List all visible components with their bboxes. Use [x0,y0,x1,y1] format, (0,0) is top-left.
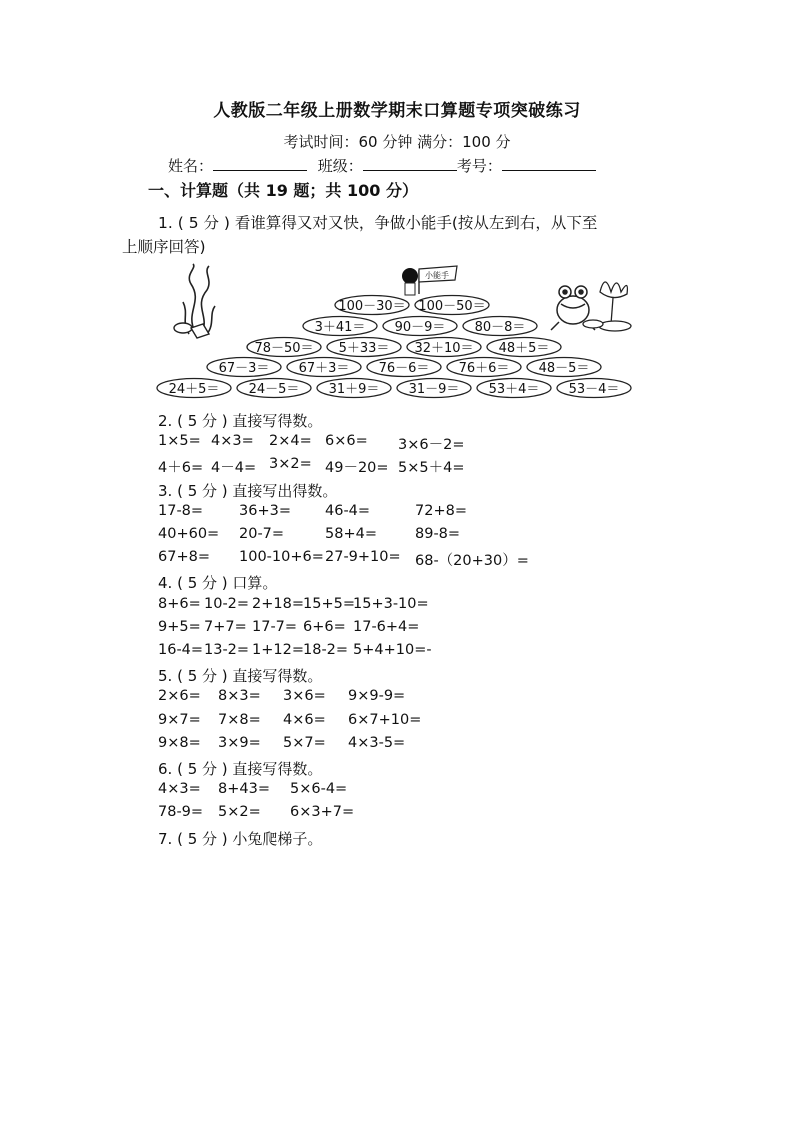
arithmetic-problem: 15+5= [303,595,355,612]
name-label: 姓名： [168,157,214,175]
arithmetic-problem: 1+12= [252,642,304,658]
arithmetic-problem: 6+6= [303,618,346,635]
section-title: 一、计算题（共 19 题；共 100 分） [148,181,418,200]
question-4-heading: 4. ( 5 分 ) 口算。 [158,574,278,593]
question-2-heading: 2. ( 5 分 ) 直接写得数。 [158,412,323,430]
arithmetic-problem: 3×6－2= [398,437,465,454]
number-blank[interactable] [502,156,596,171]
arithmetic-problem: 58+4= [325,526,377,542]
arithmetic-problem: 7+7= [204,618,247,635]
lily-pad-expression: 24＋5＝ [168,382,220,397]
arithmetic-problem: 4×3= [158,781,201,798]
shell-icon [174,323,209,338]
arithmetic-problem: 17-7= [252,618,298,635]
lily-pad-expression: 80－8＝ [474,320,526,335]
arithmetic-problem: 67+8= [158,549,210,566]
lily-pad-expression: 100－30＝ [338,299,406,314]
class-label: 班级： [317,157,363,175]
arithmetic-problem: 9×7= [158,711,201,728]
arithmetic-problem: 9×9-9= [348,688,406,705]
arithmetic-problem: 5+4+10=- [353,642,432,658]
arithmetic-problem: 8×3= [218,688,261,705]
arithmetic-problem: 2+18= [252,595,304,612]
lily-pad-expression: 48－5＝ [538,361,590,376]
arithmetic-problem: 5×5＋4= [398,460,465,477]
question-5-heading: 5. ( 5 分 ) 直接写得数。 [158,667,323,686]
arithmetic-problem: 6×6= [325,433,368,450]
arithmetic-problem: 68-（20+30）= [415,553,529,570]
arithmetic-problem: 7×8= [218,711,261,728]
lily-pad-expression: 100－50＝ [418,299,486,314]
question-7-heading: 7. ( 5 分 ) 小兔爬梯子。 [158,829,323,848]
arithmetic-problem: 4×3= [211,433,254,450]
lily-pad-expression: 3＋41＝ [314,320,366,335]
arithmetic-problem: 9+5= [158,618,201,635]
page-title: 人教版二年级上册数学期末口算题专项突破练习 [213,101,581,121]
arithmetic-problem: 4×6= [283,711,326,728]
lily-pad-expression: 48＋5＝ [498,341,550,356]
arithmetic-problem: 2×4= [269,433,312,450]
name-blank[interactable] [213,156,307,171]
arithmetic-problem: 40+60= [158,526,220,542]
arithmetic-problem: 3×9= [218,734,261,751]
lily-pad-expression: 90－9＝ [394,320,446,335]
arithmetic-problem: 5×7= [283,734,326,751]
arithmetic-problem: 5×6-4= [290,781,348,798]
arithmetic-problem: 18-2= [303,642,349,658]
arithmetic-problem: 1×5= [158,433,201,450]
arithmetic-problem: 4＋6= [158,460,204,477]
question-6-heading: 6. ( 5 分 ) 直接写得数。 [158,760,323,778]
lily-pad-picture [155,262,640,402]
lily-pad-expression: 78－50＝ [254,341,314,356]
arithmetic-problem: 15+3-10= [353,595,429,612]
arithmetic-problem: 78-9= [158,804,204,821]
arithmetic-problem: 4×3-5= [348,734,406,751]
arithmetic-problem: 9×8= [158,734,201,751]
arithmetic-problem: 3×6= [283,688,326,705]
lily-pad-expression: 32＋10＝ [414,341,474,356]
arithmetic-problem: 8+6= [158,595,201,612]
lily-pad-expression: 31＋9＝ [328,382,380,397]
arithmetic-problem: 36+3= [239,502,291,519]
arithmetic-problem: 8+43= [218,781,270,798]
question-1-line2: 上顺序回答) [122,238,206,256]
lily-pad-expression: 76－6＝ [378,361,430,376]
lotus-icon [583,282,631,331]
arithmetic-problem: 20-7= [239,526,285,542]
arithmetic-problem: 27-9+10= [325,549,401,566]
lily-pad-expression: 53＋4＝ [488,382,540,397]
lily-pad-expression: 67＋3＝ [298,361,350,376]
class-blank[interactable] [363,156,457,171]
question-1-line1: 1. ( 5 分 ) 看谁算得又对又快，争做小能手(按从左到右，从下至 [158,214,598,232]
arithmetic-problem: 4－4= [211,460,257,477]
arithmetic-problem: 6×3+7= [290,804,355,821]
arithmetic-problem: 89-8= [415,526,461,542]
lily-pad-expression: 31－9＝ [408,382,460,397]
arithmetic-problem: 10-2= [204,595,250,612]
lily-pad-expression: 53－4＝ [568,382,620,397]
lily-pad-expression: 67－3＝ [218,361,270,376]
arithmetic-problem: 16-4= [158,642,204,658]
arithmetic-problem: 46-4= [325,502,371,519]
arithmetic-problem: 100-10+6= [239,549,324,566]
question-3-heading: 3. ( 5 分 ) 直接写出得数。 [158,481,338,500]
boy-icon [402,266,457,295]
arithmetic-problem: 72+8= [415,502,467,519]
exam-info: 考试时间：60 分钟 满分：100 分 [283,133,511,151]
lily-pad-expression: 24－5＝ [248,382,300,397]
arithmetic-problem: 13-2= [204,642,250,658]
student-fields [168,155,596,176]
arithmetic-problem: 6×7+10= [348,711,422,728]
arithmetic-problem: 49－20= [325,460,389,477]
arithmetic-problem: 5×2= [218,804,261,821]
arithmetic-problem: 17-8= [158,502,204,519]
number-label: 考号： [456,157,502,175]
arithmetic-problem: 3×2= [269,456,312,473]
lily-pad-expression: 5＋33＝ [338,341,390,356]
flag-label: 小能手 [425,271,449,280]
arithmetic-problem: 17-6+4= [353,618,420,635]
lily-pad-expression: 76＋6＝ [458,361,510,376]
arithmetic-problem: 2×6= [158,688,201,705]
